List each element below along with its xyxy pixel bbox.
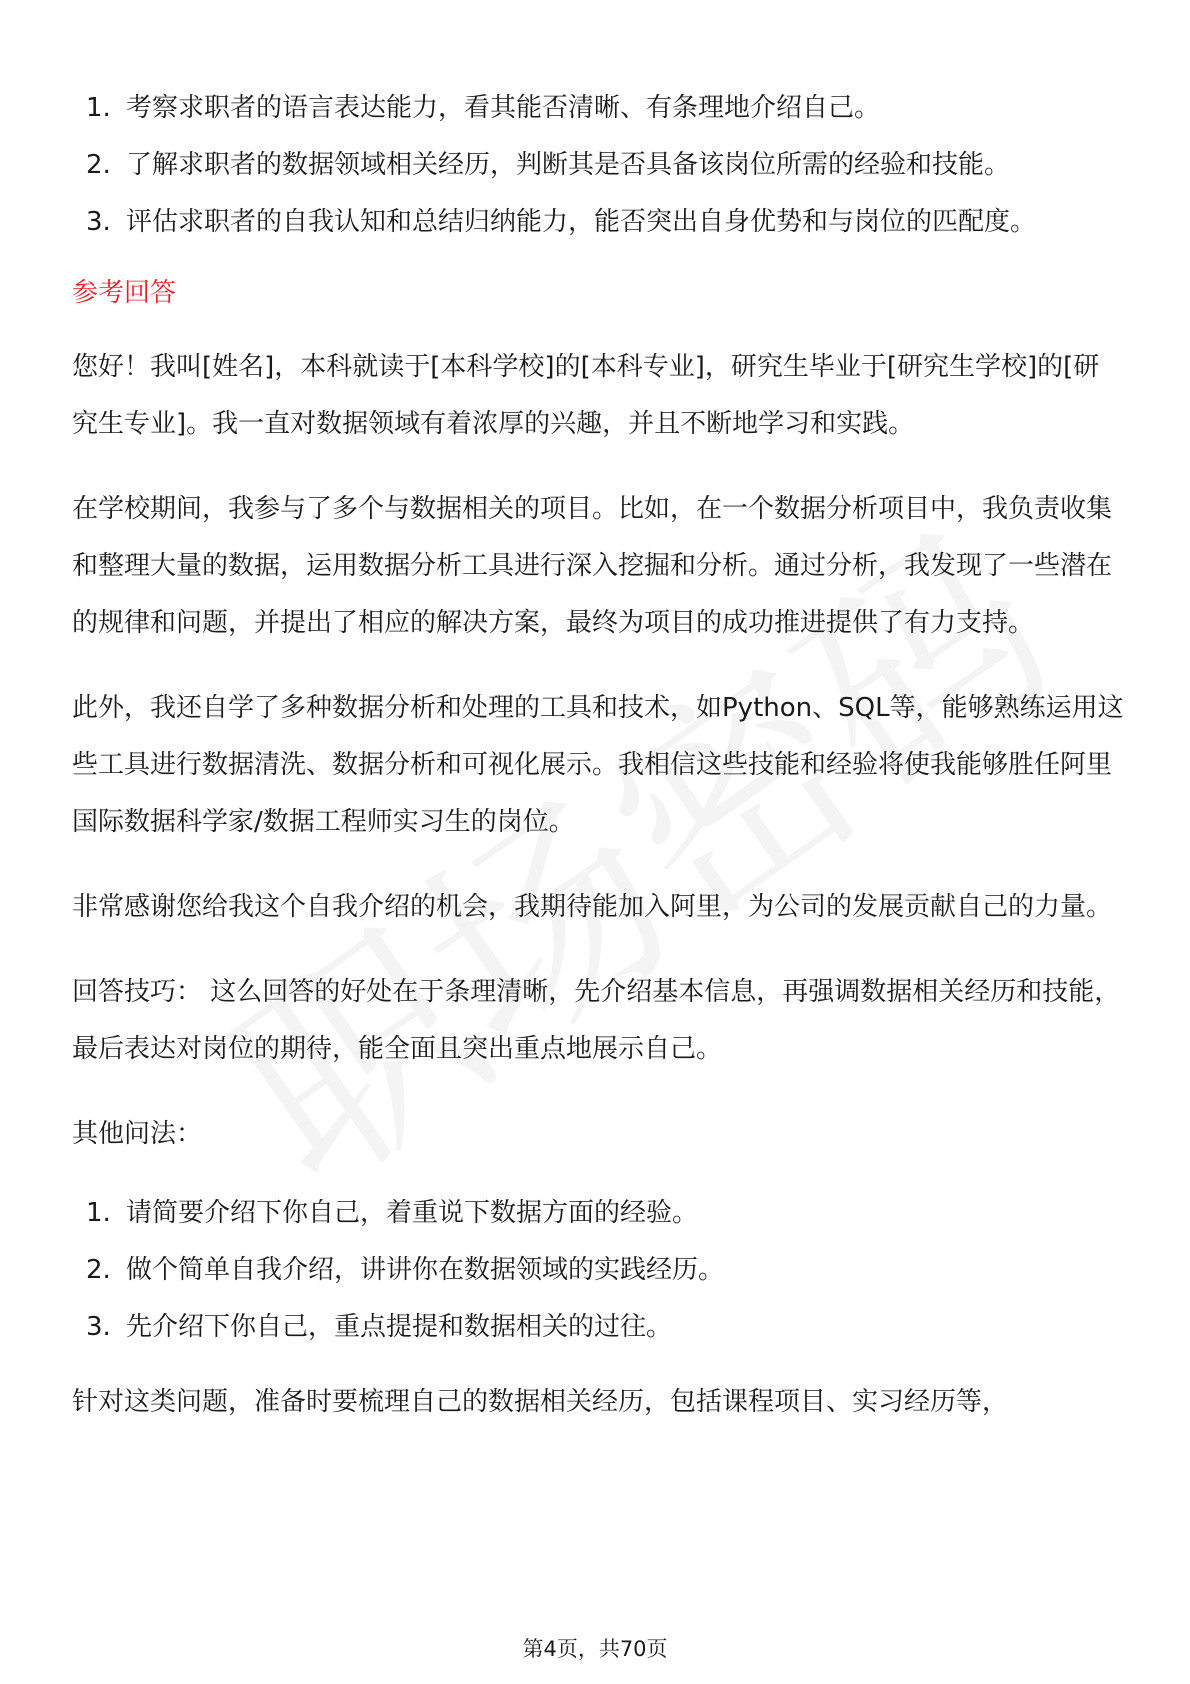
- answer-tips: 回答技巧： 这么回答的好处在于条理清晰，先介绍基本信息，再强调数据相关经历和技能，最后表达对岗位的期待，能全面且突出重点地展示自己。: [72, 977, 1121, 1064]
- list-item: [72, 1299, 1124, 1356]
- paragraph-greeting: 您好！我叫[姓名]，本科就读于[本科学校]的[本科专业]，研究生毕业于[研究生学校]的[研究生专业]。我一直对数据领域有着浓厚的兴趣，并且不断地学习和实践。: [72, 352, 1100, 439]
- other-questions-label: 其他问法：: [72, 1119, 203, 1149]
- list-number: 2.: [86, 1255, 111, 1285]
- list-number: 1.: [86, 1198, 111, 1228]
- list-number: 1.: [86, 93, 111, 123]
- other-questions-list: [72, 1185, 1124, 1356]
- list-number: 2.: [86, 150, 111, 180]
- paragraph-school-projects: 在学校期间，我参与了多个与数据相关的项目。比如，在一个数据分析项目中，我负责收集和整理大量的数据，运用数据分析工具进行深入挖掘和分析。通过分析，我发现了一些潜在的规律和问题，并提出了相应的解决方案，最终为项目的成功推进提供了有力支持。: [72, 494, 1113, 638]
- list-text: 了解求职者的数据领域相关经历，判断其是否具备该岗位所需的经验和技能。: [126, 150, 1011, 180]
- list-text: 做个简单自我介绍，讲讲你在数据领域的实践经历。: [126, 1255, 725, 1285]
- list-item: [72, 194, 1124, 251]
- intro-list: [72, 80, 1124, 251]
- list-text: 考察求职者的语言表达能力，看其能否清晰、有条理地介绍自己。: [126, 93, 881, 123]
- list-number: 3.: [86, 1312, 111, 1342]
- list-item: [72, 137, 1124, 194]
- reference-answer-heading: 参考回答: [72, 278, 177, 308]
- paragraph-thanks: 非常感谢您给我这个自我介绍的机会，我期待能加入阿里，为公司的发展贡献自己的力量。: [72, 892, 1113, 922]
- list-text: 先介绍下你自己，重点提提和数据相关的过往。: [126, 1312, 673, 1342]
- list-text: 评估求职者的自我认知和总结归纳能力，能否突出自身优势和与岗位的匹配度。: [126, 207, 1037, 237]
- paragraph-skills: 此外，我还自学了多种数据分析和处理的工具和技术，如Python、SQL等，能够熟练运用这些工具进行数据清洗、数据分析和可视化展示。我相信这些技能和经验将使我能够胜任阿里国际数据科学家/数据工程师实习生的岗位。: [72, 693, 1124, 837]
- document-page: [72, 80, 1124, 1459]
- list-item: [72, 1242, 1124, 1299]
- list-item: [72, 1185, 1124, 1242]
- list-number: 3.: [86, 207, 111, 237]
- closing-text: 针对这类问题，准备时要梳理自己的数据相关经历，包括课程项目、实习经历等，: [72, 1387, 1009, 1417]
- list-item: [72, 80, 1124, 137]
- list-text: 请简要介绍下你自己，着重说下数据方面的经验。: [126, 1198, 699, 1228]
- page-footer: 第4页，共70页: [522, 1637, 668, 1661]
